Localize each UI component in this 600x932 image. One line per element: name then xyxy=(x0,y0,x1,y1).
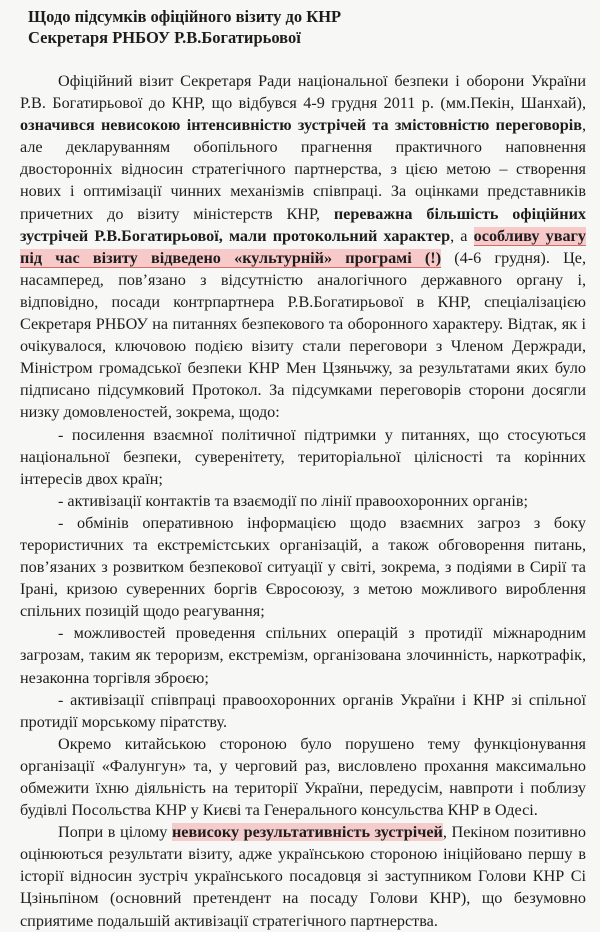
p1-highlight-cultural-program: особливу увагу під час візиту відведено «культурній» програмі (!) xyxy=(20,226,586,267)
paragraph-results xyxy=(20,821,586,931)
agreements-list xyxy=(20,424,586,733)
p3-text-a: Попри в цілому xyxy=(58,823,172,842)
agreement-item-4: - можливостей проведення спільних операцій з протидії міжнародним загрозам, таким як тероризм, екстремізм, організована злочинність, наркотрафік, незаконна торгівля зброєю; xyxy=(20,624,586,687)
p1-text-a: Офіційний візит Секретаря Ради національної безпеки і оборони України Р.В. Богатирьової до КНР, що відбувся 4-9 грудня 2011 р. (мм.Пекін, Шанхай), xyxy=(20,72,586,113)
p3-highlight-low-effectiveness: невисоку результативність зустрічей xyxy=(171,823,443,842)
paragraph-falungong: Окремо китайською стороною було порушено тему функціонування організації «Фалунгун» та, у черговий раз, висловлено прохання максимально обмежити їхню діяльність на території України, передусім, навпроти і поблизу будівлі Посольства КНР у Києві та Генерального консульства КНР в Одесі. xyxy=(20,734,586,820)
agreement-item-1: - посилення взаємної політичної підтримки у питаннях, що стосуються національної безпеки, суверенітету, територіальної цілісності та корінних інтересів двох країн; xyxy=(20,425,586,488)
p1-text-c: , але декларуванням обопільного прагнення практичного наповнення двосторонніх відносин стратегічного партнерства, з цією метою – створення нових і оптимізації чинних механізмів співпраці. За оцінками представників причетних до візиту міністерств КНР, xyxy=(20,116,586,223)
p1-emphasis-intensity: означився невисокою інтенсивністю зустрічей та змістовністю переговорів xyxy=(20,116,582,135)
title-line-2: Секретаря РНБОУ Р.В.Богатирьової xyxy=(28,28,301,47)
title-line-1: Щодо підсумків офіційного візиту до КНР xyxy=(28,7,342,26)
p3-text-c: , Пекіном позитивно оцінюються результати візиту, адже українською стороною ініційовано першу в історії відносин зустріч українського посадовця зі заступником Голови КНР Сі Цзіньпіном (основний претендент на посаду Голови КНР), що безумовно сприятиме подальшій активізації стратегічного партнерства. xyxy=(20,823,586,930)
agreement-item-3: - обмінів оперативною інформацією щодо взаємних загроз з боку терористичних та екстремістських організацій, а також обговорення питань, пов’язаних з розвитком безпекової ситуації у світі, зокрема, з подіями в Сирії та Ірані, кризою суверенних боргів Євросоюзу, з метою можливого вироблення спільних позицій щодо реагування; xyxy=(20,513,586,621)
p1-text-e: , а xyxy=(450,226,474,245)
agreement-item-5: - активізації співпраці правоохоронних органів України і КНР зі спільної протидії морському піратству. xyxy=(20,690,586,731)
p1-text-g: (4-6 грудня). Це, насамперед, пов’язано з відсутністю аналогічного державного органу і, відповідно, посади контрпартнера Р.В.Богатирьової в КНР, спеціалізацією Секретаря РНБОУ на питаннях безпекового та оборонного характеру. Відтак, як і очікувалося, ключовою подією візиту стали переговори з Членом Держради, Міністром громадської безпеки КНР Мен Цзяньчжу, за результатами яких було підписано підсумковий Протокол. За підсумками переговорів сторони досягли низку домовленостей, зокрема, щодо: xyxy=(20,248,586,422)
document-title xyxy=(28,6,586,48)
paragraph-visit-summary xyxy=(20,70,586,424)
p1-emphasis-protocol: переважна більшість офіційних зустрічей Р.В.Богатирьової, мали протокольний характер xyxy=(20,204,586,245)
agreement-item-2: - активізації контактів та взаємодії по лінії правоохоронних органів; xyxy=(58,491,528,510)
